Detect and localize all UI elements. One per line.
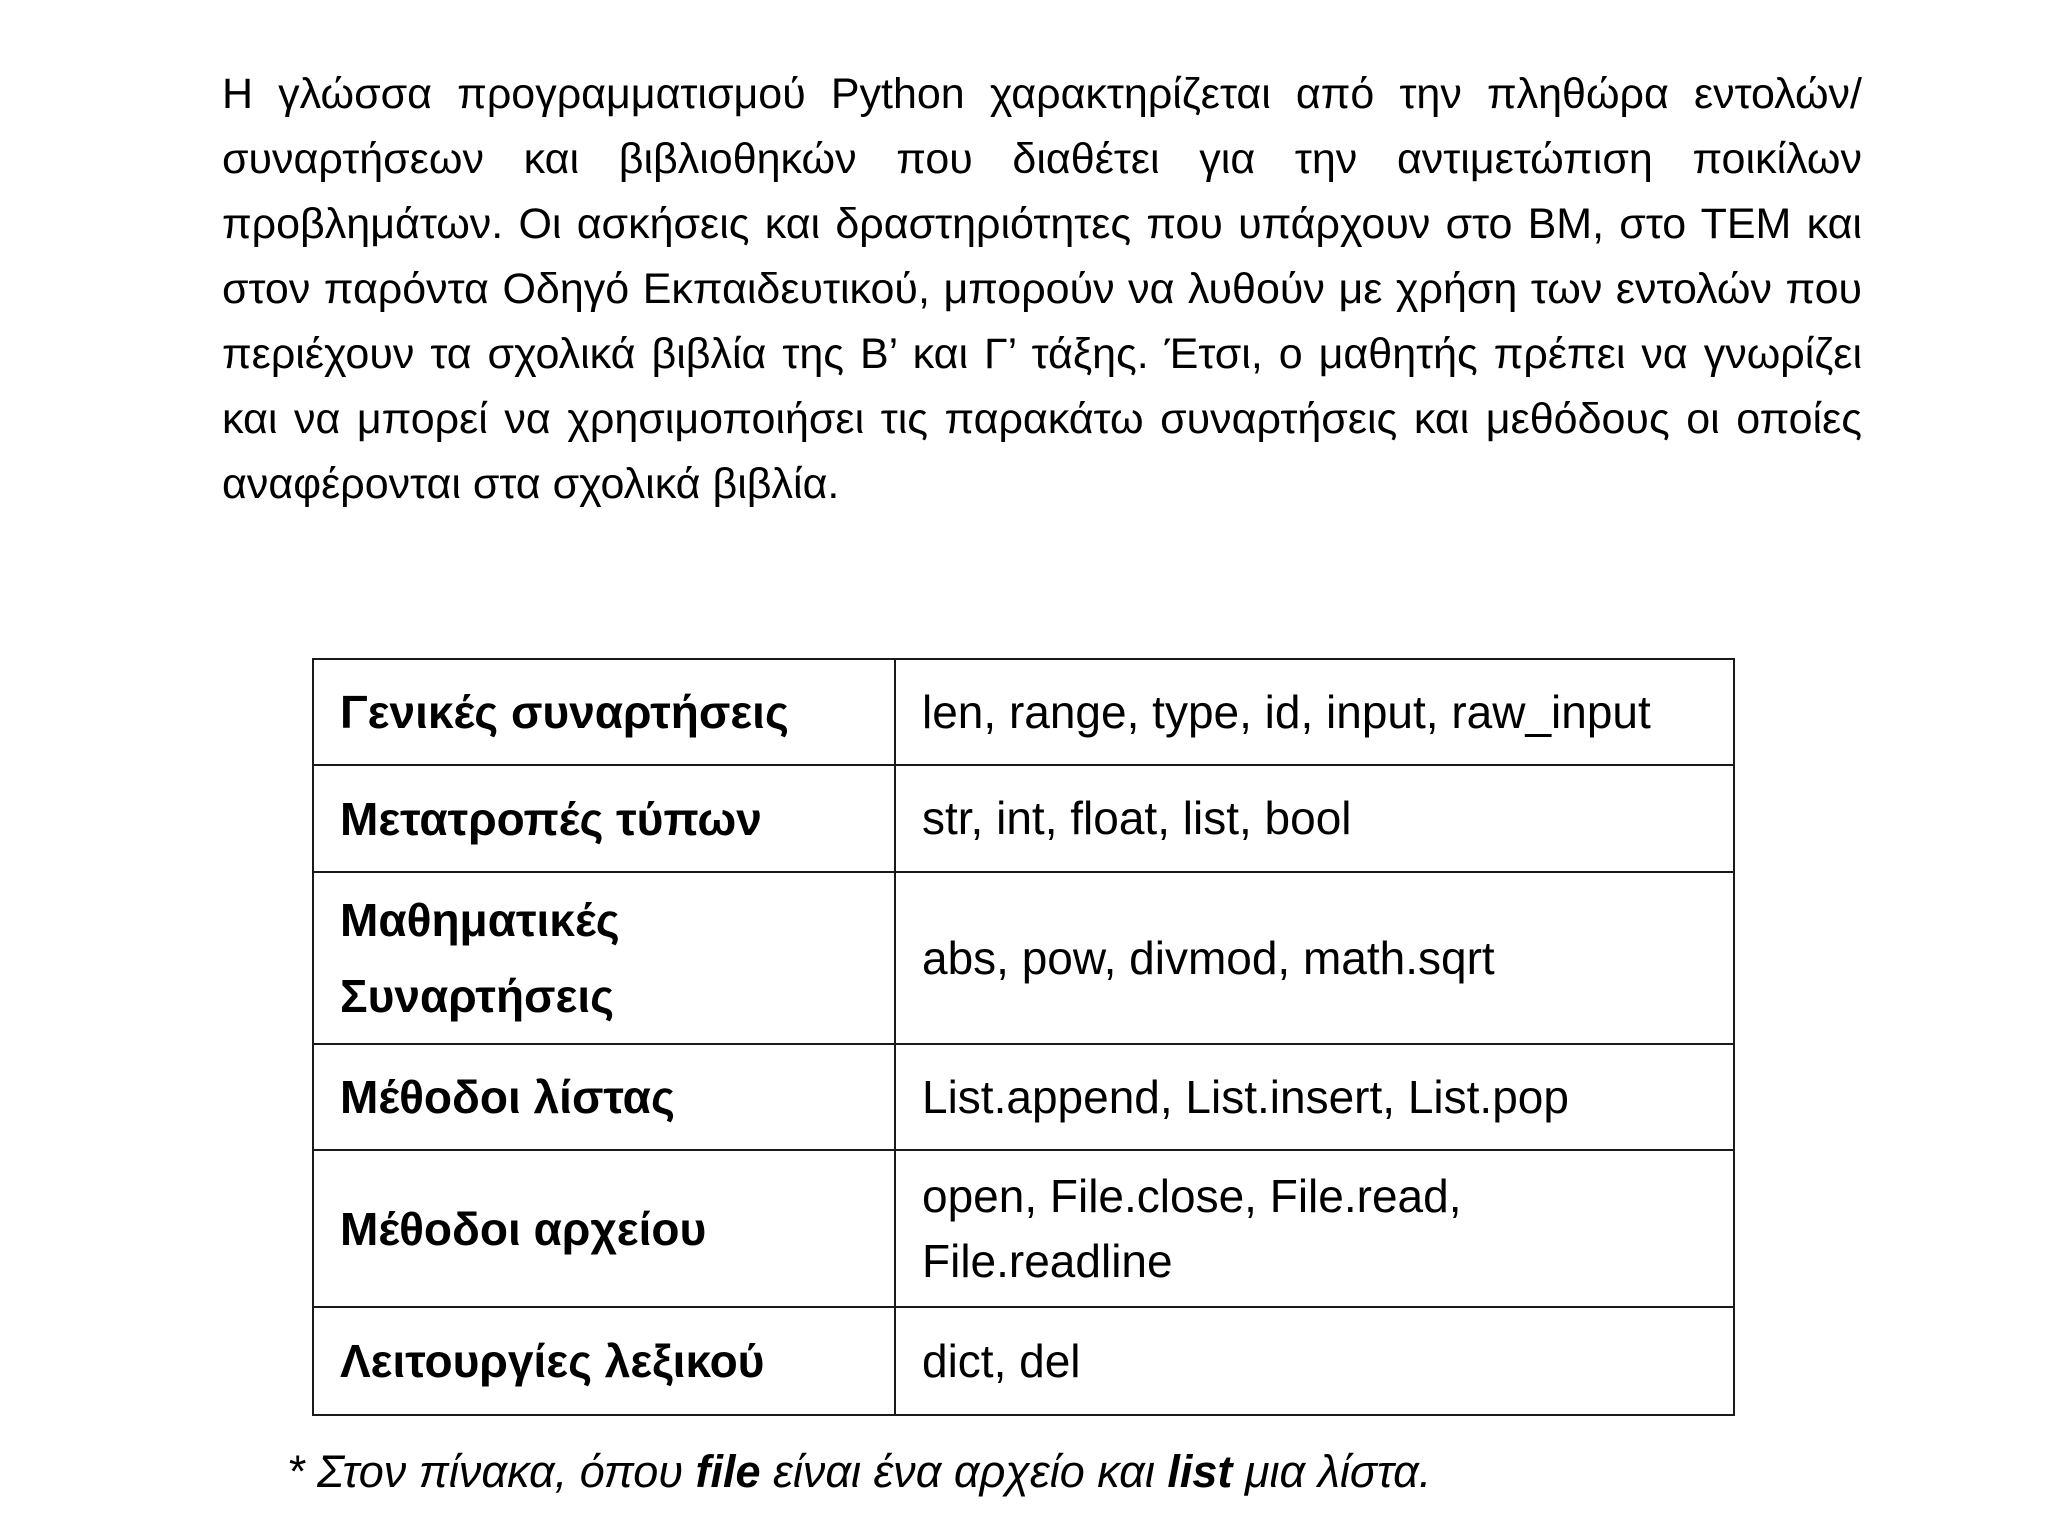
table-row: [313, 1307, 1734, 1415]
row-category: Μέθοδοι λίστας: [313, 1044, 895, 1150]
row-category: Λειτουργίες λεξικού: [313, 1307, 895, 1415]
table-row: [313, 659, 1734, 765]
row-category: Μετατροπές τύπων: [313, 765, 895, 872]
row-category-line: Συναρτήσεις: [340, 970, 615, 1022]
row-items: [895, 1150, 1734, 1307]
row-items: dict, del: [895, 1307, 1734, 1415]
table-row: [313, 872, 1734, 1044]
footnote-suffix: μια λίστα.: [1232, 1446, 1432, 1497]
table-row: [313, 1044, 1734, 1150]
row-category: [313, 872, 895, 1044]
footnote-middle: είναι ένα αρχείο και: [760, 1446, 1168, 1497]
row-items: abs, pow, divmod, math.sqrt: [895, 872, 1734, 1044]
footnote-prefix: * Στον πίνακα, όπου: [287, 1446, 696, 1497]
table-footnote: [287, 1442, 1431, 1502]
table-row: [313, 765, 1734, 872]
row-items: List.append, List.insert, List.pop: [895, 1044, 1734, 1150]
row-category-line: Μαθηματικές: [340, 894, 620, 946]
python-functions-table: [312, 658, 1735, 1416]
table-row: [313, 1150, 1734, 1307]
row-items-line: open, File.close, File.read,: [922, 1169, 1462, 1222]
footnote-term-list: list: [1167, 1446, 1233, 1497]
row-items: len, range, type, id, input, raw_input: [895, 659, 1734, 765]
intro-paragraph: Η γλώσσα προγραμματισμού Python χαρακτηρίζεται από την πληθώρα εντολών/συναρτήσεων και βιβλιοθηκών που διαθέτει για την αντιμετώπιση ποικίλων προβλημάτων. Οι ασκήσεις και δραστηριότητες που υπάρχουν στο ΒΜ, στο ΤΕΜ και στον παρόντα Οδηγό Εκπαιδευτικού, μπορούν να λυθούν με χρήση των εντολών που περιέχουν τα σχολικά βιβλία της Β’ και Γ’ τάξης. Έτσι, ο μαθητής πρέπει να γνωρίζει και να μπορεί να χρησιμοποιήσει τις παρακάτω συναρτήσεις και μεθόδους οι οποίες αναφέρονται στα σχολικά βιβλία.: [222, 70, 1862, 508]
row-category: Γενικές συναρτήσεις: [313, 659, 895, 765]
footnote-term-file: file: [695, 1446, 761, 1497]
row-items-line: File.readline: [922, 1234, 1173, 1287]
row-items: str, int, float, list, bool: [895, 765, 1734, 872]
row-category: Μέθοδοι αρχείου: [313, 1150, 895, 1307]
